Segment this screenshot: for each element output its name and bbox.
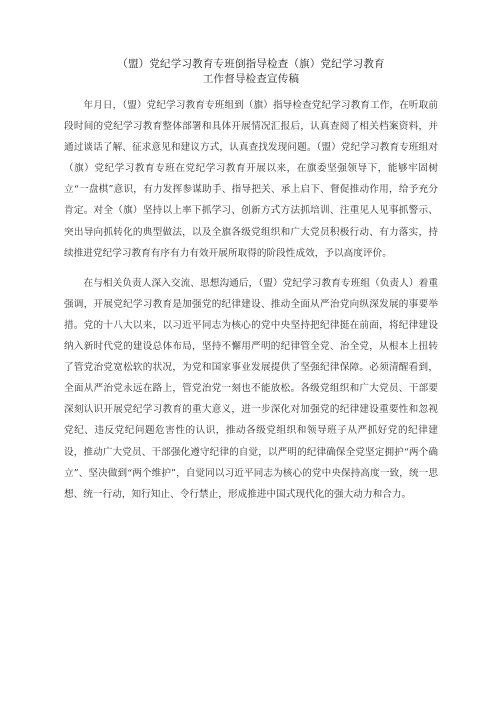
body-paragraph-1: 年月日，（盟）党纪学习教育专班组到（旗）指导检查党纪学习教育工作，在听取前段时间的党纪学习教育整体部署和具体开展情况汇报后，认真查阅了相关档案资料，并通过谈话了解、征求意见和建议方式，认真查找发现问题。（盟）党纪学习教育专班组对（旗）党纪学习教育专班在党纪学习教育开展以来，在旗委坚强领导下，能够牢固树立“一盘棋”意识，有力发挥参谋助手、指导把关、承上启下、督促推动作用，给予充分肯定。对全（旗）坚持以上率下抓学习、创新方式方法抓培训、注重见人见事抓警示、突出导向抓转化的典型做法，以及全旗各级党组织和广大党员积极行动、有力落实，持续推进党纪学习教育有序有力有效开展所取得的阶段性成效，予以高度评价。	[64, 100, 438, 259]
document-title-line-2: 工作督导检查宣传稿	[202, 73, 300, 85]
body-paragraph-2: 在与相关负责人深入交流、思想沟通后，（盟）党纪学习教育专班组（负责人）着重强调，开展党纪学习教育是加强党的纪律建设、推动全面从严治党向纵深发展的事要举措。党的十八大以来，以习近平同志为核心的党中央坚持把纪律挺在前面，将纪律建设纳入新时代党的建设总体布局，坚持不懈用严明的纪律管全党、治全党，从根本上扭转了管党治党宽松软的状况，为党和国家事业发展提供了坚强纪律保障。必须清醒看到，全面从严治党永远在路上，管党治党一刻也不能放松。各级党组织和广大党员、干部要深刻认识开展党纪学习教育的重大意义，进一步深化对加强党的纪律建设重要性和忽视党纪、违反党纪问题危害性的认识，推动各级党组织和领导班子从严抓好党的纪律建设，推动广大党员、干部强化遵守纪律的自觉，以严明的纪律确保全党坚定拥护“两个确立”、坚决做到“两个维护”，自觉同以习近平同志为核心的党中央保持高度一致，统一思想、统一行动，知行知止、令行禁止，形成推进中国式现代化的强大动力和合力。	[64, 277, 438, 500]
document-title	[64, 57, 438, 87]
document-title-line-1: （盟）党纪学习教育专班倒指导检查（旗）党纪学习教育	[117, 58, 385, 70]
